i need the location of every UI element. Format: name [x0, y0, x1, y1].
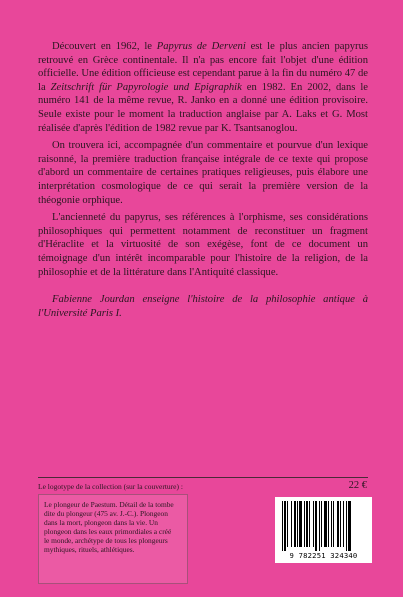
price: 22 € — [348, 480, 367, 491]
barcode-bar — [291, 501, 292, 547]
divider — [38, 477, 368, 478]
barcode-bar — [282, 501, 283, 551]
paragraph-3: L'ancienneté du papyrus, ses références à l'orphisme, ses considérations philosophiques qui permettent notamment de reconstituer un fragment d'Héraclite et la virtuosité de son exégèse, font de ce document un témoignage d'un intérêt incomparable pour l'histoire de la religion, de la philosophie et de la littérature dans l'Antiquité classique. — [38, 212, 368, 278]
barcode-bar — [304, 501, 305, 547]
barcode-bar — [328, 501, 329, 547]
author-note — [38, 293, 368, 320]
paragraph-1-part-c: en 1982. En 2002, dans le numéro 141 de la même revue, R. Janko en a donné une édition provisoire. Seule existe pour le moment la traduction anglaise par A. Laks et G. Most réalisée d'après l'édition de 1982 revue par K. Tsantsanoglou. — [38, 81, 368, 134]
barcode-icon — [281, 501, 366, 551]
barcode-number: 9 782251 324340 — [289, 551, 358, 560]
barcode-bar — [331, 501, 332, 547]
logo-heading: Le logotype de la collection (sur la couverture) : — [38, 482, 183, 491]
barcode-bar — [297, 501, 298, 547]
paragraph-1 — [38, 40, 368, 135]
barcode-bar — [315, 501, 317, 551]
barcode-bar — [299, 501, 302, 547]
journal-title: Zeitschrift für Papyrologie und Epigraphik — [50, 81, 242, 93]
paragraph-1-part-b: est le plus ancien papyrus retrouvé en Grèce continentale. Il n'a pas encore fait l'objet d'une édition officielle. Une édition officieuse est cependant parue à la fin du numéro 47 de la — [38, 41, 368, 93]
barcode-bar — [337, 501, 339, 547]
barcode-bar — [321, 501, 322, 547]
barcode-bar — [324, 501, 327, 547]
paragraph-2: On trouvera ici, accompagnée d'un commentaire et pourvue d'un lexique raisonné, la première traduction française intégrale de ce texte qui propose d'abord un commentaire de certaines pratiques religieuses, puis élabore une interprétation cosmologique de ce qui serait la première version de la théogonie orphique. — [38, 140, 368, 206]
barcode-bar — [313, 501, 314, 547]
papyrus-title: Papyrus de Derveni — [156, 41, 246, 52]
author-note-text: Fabienne Jourdan enseigne l'histoire de la philosophie antique à l'Université Paris I. — [38, 294, 368, 319]
paragraph-1-part-a: Découvert en 1962, le — [52, 41, 157, 52]
barcode-bar — [346, 501, 347, 551]
back-cover-text — [38, 40, 368, 324]
barcode — [275, 497, 372, 563]
barcode-bar — [287, 501, 288, 547]
barcode-bar — [340, 501, 341, 547]
barcode-bar — [319, 501, 320, 551]
logo-caption: Le plongeur de Paestum. Détail de la tombe dite du plongeur (475 av. J.-C.). Plongeon dans la mort, plongeon dans la vie. Un plongeon dans les eaux primordiales a créé le monde, archétype de tous les plongeurs mythiques, rituels, athlétiques. — [44, 500, 174, 554]
barcode-bar — [343, 501, 344, 547]
barcode-bar — [306, 501, 308, 547]
barcode-bar — [309, 501, 310, 547]
barcode-bar — [284, 501, 286, 551]
barcode-bar — [294, 501, 296, 547]
barcode-bar — [333, 501, 334, 547]
barcode-bar — [348, 501, 351, 551]
